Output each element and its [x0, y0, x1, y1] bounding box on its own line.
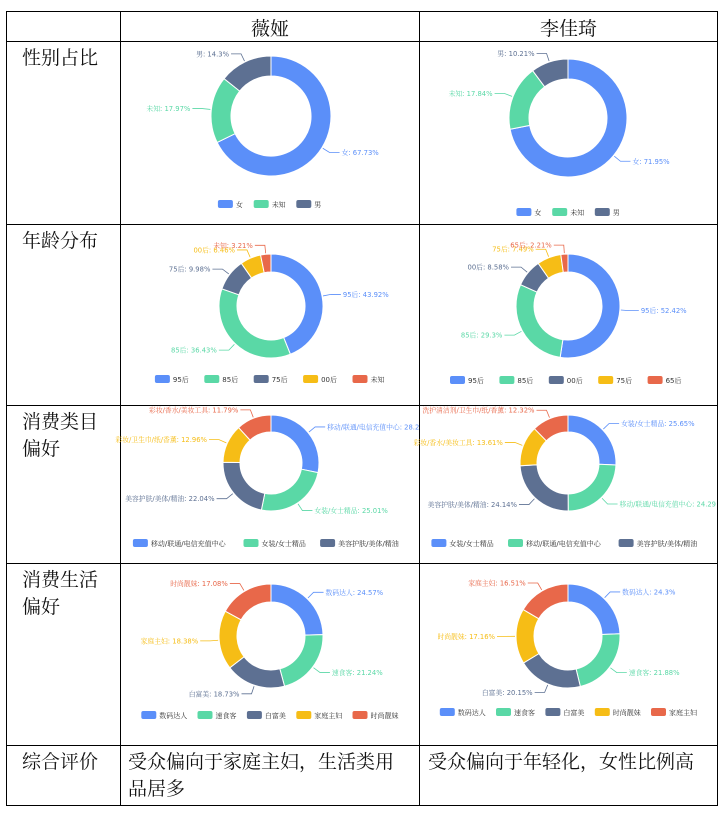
- slice-label-leader: [504, 331, 521, 335]
- summary-lijiaqi: [428, 749, 716, 776]
- slice-label-leader: [308, 592, 324, 598]
- slice-label-leader: [255, 245, 266, 253]
- slice-label: 白富美: 18.73%: [189, 689, 240, 698]
- legend-label: 男: [314, 200, 321, 209]
- legend-swatch: [254, 375, 269, 383]
- legend-swatch: [549, 376, 564, 384]
- slice-label-leader: [603, 424, 619, 430]
- lifestyle-donut-weiya: [121, 564, 419, 745]
- slice-label: 洗护清洁剂/卫生巾/纸/香薰: 12.32%: [422, 406, 535, 415]
- slice-label: 白富美: 20.15%: [482, 688, 533, 697]
- slice-label: 85后: 29.3%: [461, 331, 503, 340]
- slice-label-leader: [610, 668, 626, 673]
- row-label-line: 消费生活: [22, 567, 114, 594]
- legend-swatch: [141, 711, 156, 719]
- legend-swatch: [218, 200, 233, 208]
- slice-label-leader: [212, 269, 228, 274]
- legend-label: 数码达人: [159, 711, 187, 720]
- slice-label: 未知: 3.21%: [213, 241, 253, 250]
- legend-label: 未知: [272, 200, 286, 209]
- legend-label: 移动/联通/电信充值中心: [526, 539, 602, 548]
- slice-label-leader: [528, 583, 542, 590]
- legend-swatch: [595, 208, 610, 216]
- donut-svg: [121, 406, 419, 563]
- slice-label: 85后: 36.43%: [171, 346, 217, 355]
- row-label-gender: [22, 45, 114, 72]
- donut-slice: [225, 584, 271, 620]
- legend-swatch: [353, 375, 368, 383]
- slice-label-leader: [314, 668, 330, 673]
- legend-label: 女: [236, 200, 243, 209]
- legend-swatch: [133, 539, 148, 547]
- legend-label: 00后: [567, 376, 583, 385]
- legend-label: 95后: [173, 375, 189, 384]
- row-label-lifestyle: [22, 567, 114, 621]
- slice-label-leader: [231, 54, 244, 61]
- chart-legend[interactable]: [431, 539, 697, 548]
- donut-slice: [576, 634, 620, 687]
- age-donut-lijiaqi: [420, 225, 717, 405]
- slice-label: 女装/女士精品: 25.01%: [314, 506, 388, 515]
- legend-swatch: [198, 711, 213, 719]
- legend-label: 美容护肤/美体/精油: [338, 539, 399, 548]
- legend-label: 65后: [666, 376, 682, 385]
- slice-label-leader: [298, 504, 312, 511]
- legend-swatch: [353, 711, 368, 719]
- slice-label: 美容护肤/美体/精油: 24.14%: [428, 500, 518, 509]
- chart-legend[interactable]: [450, 376, 682, 385]
- legend-label: 速食客: [216, 711, 237, 720]
- legend-label: 移动/联通/电信充值中心: [151, 539, 227, 548]
- slice-label: 女装/女士精品: 25.65%: [621, 419, 695, 428]
- donut-slice: [523, 584, 568, 619]
- legend-label: 女装/女士精品: [262, 539, 306, 548]
- legend-label: 95后: [468, 376, 484, 385]
- slice-label-leader: [217, 494, 233, 499]
- legend-label: 女装/女士精品: [449, 539, 493, 548]
- donut-slice: [219, 289, 290, 358]
- slice-label: 速食客: 21.88%: [629, 668, 680, 677]
- legend-swatch: [552, 208, 567, 216]
- row-label-line: 年龄分布: [22, 228, 114, 255]
- gender-donut-lijiaqi: [420, 42, 717, 224]
- donut-slice: [568, 415, 616, 465]
- legend-label: 速食客: [514, 708, 535, 717]
- legend-swatch: [296, 711, 311, 719]
- legend-swatch: [320, 539, 335, 547]
- row-label-summary: [22, 749, 114, 776]
- chart-legend[interactable]: [141, 711, 398, 720]
- donut-slice: [261, 469, 318, 511]
- slice-label-leader: [511, 267, 527, 272]
- gender-donut-weiya: [121, 42, 419, 224]
- slice-label: 男: 14.3%: [196, 49, 229, 58]
- legend-swatch: [508, 539, 523, 547]
- legend-swatch: [296, 200, 311, 208]
- legend-label: 家庭主妇: [314, 711, 342, 720]
- legend-label: 白富美: [265, 711, 286, 720]
- slice-label: 彩妆/香水/美妆工具: 13.61%: [414, 438, 504, 447]
- slice-label-leader: [495, 93, 512, 96]
- row-label-category: [22, 409, 114, 463]
- legend-label: 美容护肤/美体/精油: [637, 539, 698, 548]
- legend-label: 00后: [321, 375, 337, 384]
- donut-svg: [420, 42, 717, 224]
- summary-line: 受众偏向于家庭主妇，生活类用: [128, 749, 416, 776]
- chart-legend[interactable]: [155, 375, 385, 384]
- category-donut-lijiaqi: [420, 406, 717, 563]
- slice-label: 移动/联通/电信充值中心: 24.29: [620, 500, 716, 509]
- slice-label-leader: [536, 410, 549, 417]
- legend-label: 白富美: [563, 708, 584, 717]
- donut-svg: [420, 406, 717, 563]
- slice-label-leader: [192, 109, 210, 110]
- legend-swatch: [648, 376, 663, 384]
- donut-svg: [121, 42, 419, 224]
- slice-label: 时尚靓妹: 17.16%: [437, 632, 495, 641]
- slice-label-leader: [535, 685, 548, 692]
- slice-label: 家庭主妇: 16.51%: [468, 579, 526, 588]
- slice-label-leader: [240, 410, 253, 417]
- row-label-line: 性别占比: [22, 45, 114, 72]
- legend-swatch: [545, 708, 560, 716]
- row-label-line: 偏好: [22, 594, 114, 621]
- legend-swatch: [254, 200, 269, 208]
- slice-label: 00后: 6.46%: [193, 245, 235, 254]
- legend-swatch: [244, 539, 259, 547]
- slice-label: 75后: 9.98%: [169, 265, 211, 274]
- legend-swatch: [247, 711, 262, 719]
- slice-label-leader: [242, 686, 255, 694]
- legend-label: 女: [534, 208, 541, 217]
- slice-label: 数码达人: 24.3%: [622, 587, 676, 596]
- slice-label: 95后: 43.92%: [343, 290, 389, 299]
- legend-swatch: [499, 376, 514, 384]
- legend-swatch: [204, 375, 219, 383]
- donut-slice: [560, 254, 620, 358]
- chart-legend[interactable]: [440, 708, 697, 717]
- lifestyle-donut-lijiaqi: [420, 564, 717, 745]
- slice-label: 未知: 17.84%: [449, 89, 494, 98]
- slice-label-leader: [219, 344, 235, 350]
- column-header-weiya: 薇娅: [121, 14, 419, 41]
- legend-swatch: [516, 208, 531, 216]
- legend-label: 未知: [570, 208, 584, 217]
- summary-weiya: [128, 749, 416, 803]
- summary-line: 品居多: [128, 776, 416, 803]
- donut-slice: [223, 462, 265, 510]
- donut-slice: [280, 635, 323, 687]
- slice-label-leader: [605, 592, 621, 598]
- donut-slice: [516, 285, 563, 358]
- legend-label: 75后: [616, 376, 632, 385]
- slice-label: 75后: 7.49%: [492, 245, 534, 254]
- donut-slice: [271, 415, 319, 473]
- slice-label-leader: [554, 245, 565, 253]
- donut-svg: [121, 564, 419, 745]
- slice-label: 彩妆/香水/美妆工具: 11.79%: [149, 405, 239, 414]
- donut-slice: [516, 610, 539, 663]
- slice-label: 女: 71.95%: [632, 157, 670, 166]
- donut-svg: [121, 225, 419, 405]
- slice-label-leader: [309, 427, 325, 432]
- row-label-age: [22, 228, 114, 255]
- slice-label-leader: [200, 640, 218, 641]
- slice-label: 时尚靓妹: 17.08%: [170, 579, 228, 588]
- chart-legend[interactable]: [218, 200, 321, 209]
- donut-svg: [420, 225, 717, 405]
- slice-label: 00后: 8.58%: [468, 263, 510, 272]
- slice-label: 数码达人: 24.57%: [326, 588, 384, 597]
- slice-label: 男: 10.21%: [497, 49, 535, 58]
- slice-label-leader: [537, 53, 550, 61]
- legend-swatch: [619, 539, 634, 547]
- slice-label: 移动/联通/电信充值中心: 28.2: [327, 422, 419, 431]
- row-label-line: 消费类目: [22, 409, 114, 436]
- slice-label-leader: [323, 148, 340, 152]
- legend-swatch: [431, 539, 446, 547]
- legend-label: 未知: [371, 375, 385, 384]
- slice-label: 95后: 52.42%: [641, 306, 687, 315]
- slice-label-leader: [621, 310, 639, 311]
- slice-label-leader: [536, 249, 549, 256]
- slice-label: 速食客: 21.24%: [332, 668, 383, 677]
- legend-swatch: [595, 708, 610, 716]
- donut-svg: [420, 564, 717, 745]
- age-donut-weiya: [121, 225, 419, 405]
- slice-label-leader: [237, 250, 250, 257]
- legend-label: 时尚靓妹: [371, 711, 399, 720]
- slice-label-leader: [519, 499, 534, 505]
- legend-label: 时尚靓妹: [613, 708, 641, 717]
- legend-swatch: [303, 375, 318, 383]
- summary-line: 受众偏向于年轻化，女性比例高: [428, 749, 716, 776]
- donut-slice: [524, 654, 581, 688]
- slice-label: 彩妆/卫生巾/纸/香薰: 12.96%: [115, 435, 207, 444]
- legend-swatch: [651, 708, 666, 716]
- column-header-lijiaqi: 李佳琦: [420, 14, 717, 41]
- legend-swatch: [450, 376, 465, 384]
- slice-label-leader: [602, 498, 618, 504]
- slice-label: 美容护肤/美体/精油: 22.04%: [125, 494, 215, 503]
- category-donut-weiya: [121, 406, 419, 563]
- legend-label: 85后: [222, 375, 238, 384]
- legend-label: 数码达人: [458, 708, 486, 717]
- legend-label: 男: [613, 208, 620, 217]
- slice-label: 女: 67.73%: [342, 148, 380, 157]
- legend-swatch: [496, 708, 511, 716]
- row-label-line: 偏好: [22, 436, 114, 463]
- donut-slice: [520, 465, 568, 511]
- slice-label: 65后: 2.21%: [510, 241, 552, 250]
- legend-label: 85后: [517, 376, 533, 385]
- chart-legend[interactable]: [516, 208, 619, 217]
- chart-legend[interactable]: [133, 539, 399, 548]
- slice-label-leader: [230, 584, 244, 591]
- donut-slice: [271, 584, 323, 635]
- slice-label: 未知: 17.97%: [146, 104, 191, 113]
- slice-label-leader: [323, 294, 341, 296]
- legend-swatch: [440, 708, 455, 716]
- legend-swatch: [598, 376, 613, 384]
- slice-label-leader: [614, 156, 630, 161]
- legend-label: 家庭主妇: [669, 708, 697, 717]
- legend-label: 75后: [272, 375, 288, 384]
- slice-label-leader: [209, 440, 226, 443]
- legend-swatch: [155, 375, 170, 383]
- row-label-line: 综合评价: [22, 749, 114, 776]
- slice-label: 家庭主妇: 18.38%: [141, 636, 199, 645]
- slice-label-leader: [505, 442, 522, 445]
